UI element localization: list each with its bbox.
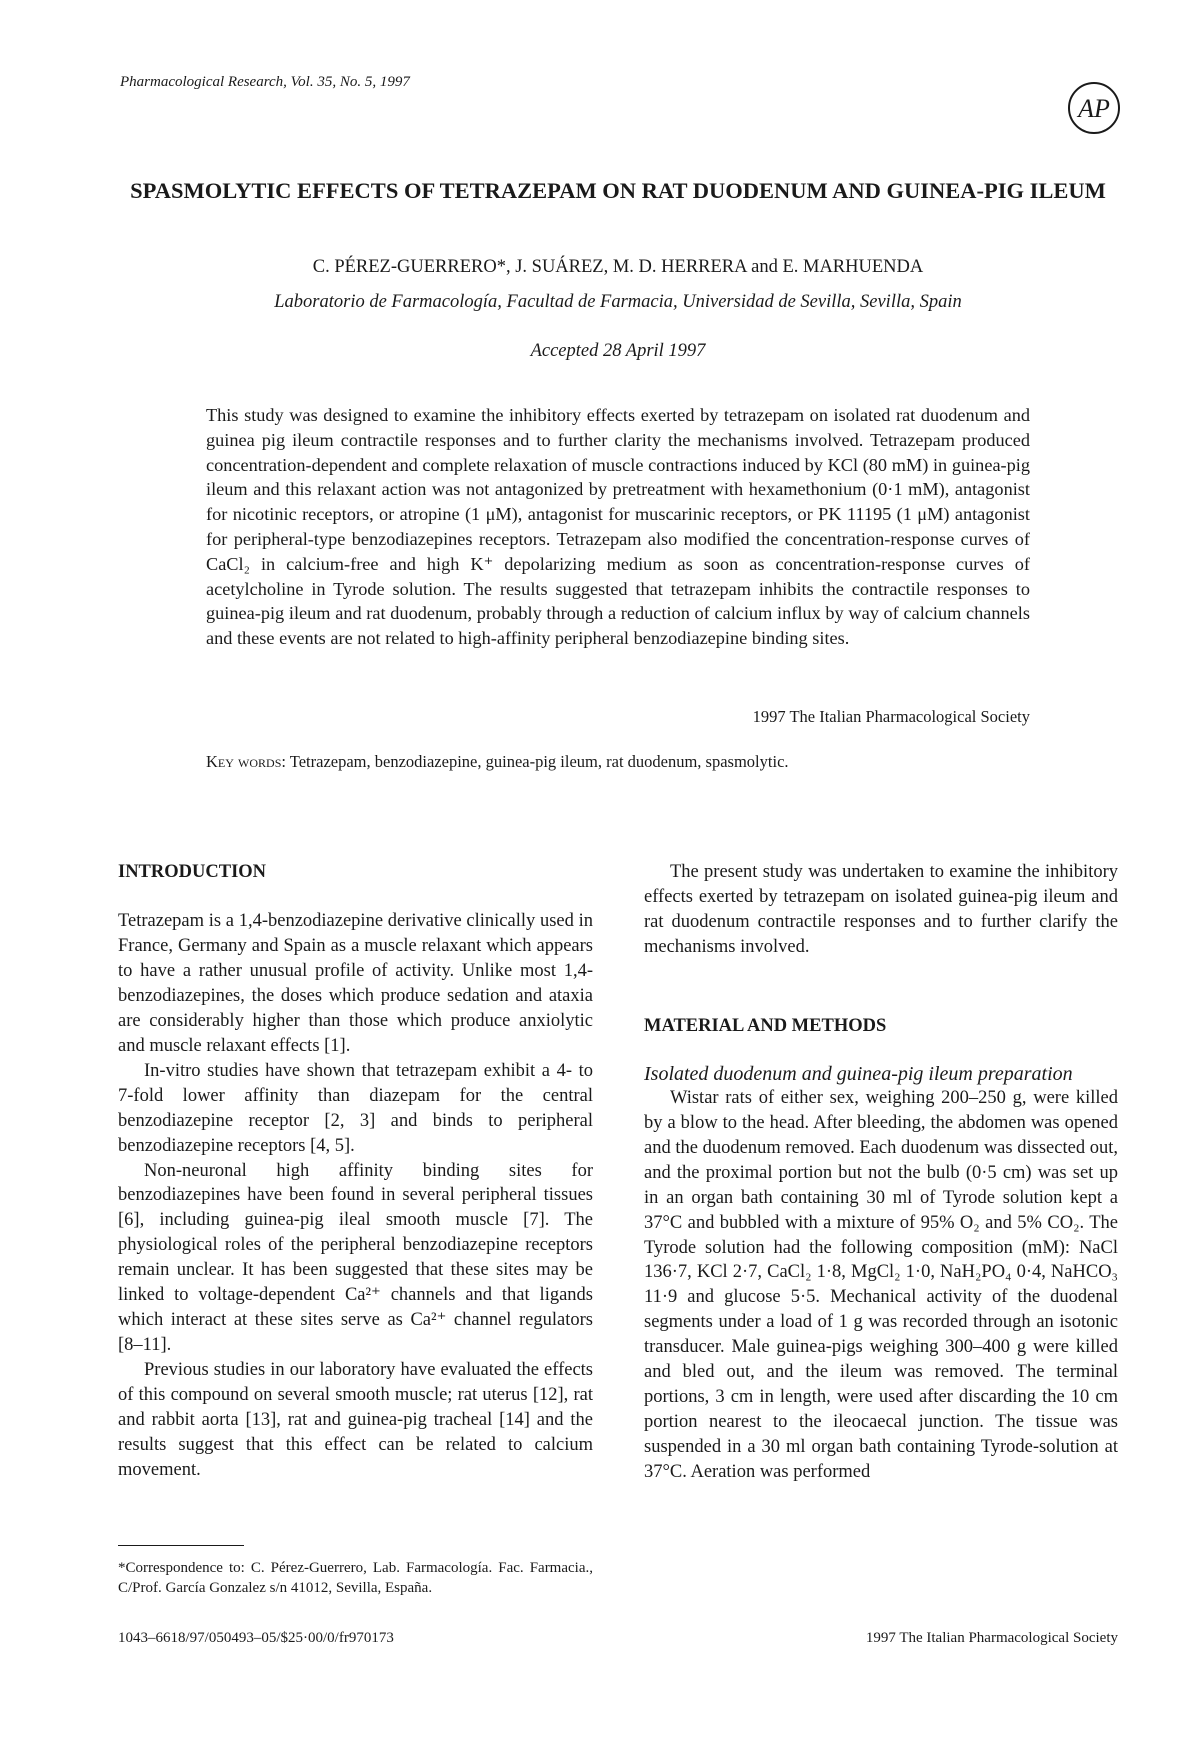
- section-heading-methods: MATERIAL AND METHODS: [644, 1015, 887, 1036]
- intro-paragraph-5: The present study was undertaken to examine the inhibitory effects exerted by tetrazepam on isolated guinea-pig ileum and rat duodenum contractile responses and to further clarify the mechanisms involved.: [644, 862, 1118, 957]
- journal-citation: Pharmacological Research, Vol. 35, No. 5, 1997: [120, 74, 410, 90]
- keywords: [206, 752, 1106, 772]
- affiliation: Laboratorio de Farmacología, Facultad de Farmacia, Universidad de Sevilla, Sevilla, Spain: [274, 292, 962, 312]
- logo-text: AP: [1078, 94, 1110, 123]
- footnote-divider: [118, 1545, 244, 1546]
- correspondence-footnote: *Correspondence to: C. Pérez-Guerrero, Lab. Farmacología. Fac. Farmacia., C/Prof. García Gonzalez s/n 41012, Sevilla, España.: [118, 1560, 593, 1596]
- accepted-date: Accepted 28 April 1997: [530, 341, 706, 361]
- footer-doi: 1043–6618/97/050493–05/$25·00/0/fr970173: [118, 1630, 394, 1646]
- methods-paragraph-1: Wistar rats of either sex, weighing 200–250 g, were killed by a blow to the head. After bleeding, the abdomen was opened and the duodenum removed. Each duodenum was dissected out, and the proximal portion but not the bulb (0·5 cm) was set up in an organ bath containing 30 ml of Tyrode solution kept a 37°C and bubbled with a mixture of 95% O₂ and 5% CO₂. The Tyrode solution had the following composition (mM): NaCl 136·7, KCl 2·7, CaCl₂ 1·8, MgCl₂ 1·0, NaH₂PO₄ 0·4, NaHCO₃ 11·9 and glucose 5·5. Mechanical activity of the duodenal segments under a load of 1 g was recorded through an isotonic transducer. Male guinea-pigs weighing 300–400 g were killed and bled out, and the ileum was removed. The terminal portions, 3 cm in length, were used after discarding the 10 cm portion nearest to the ileocaecal junction. The tissue was suspended in a 30 ml organ bath containing Tyrode-solution at 37°C. Aeration was performed: [644, 1087, 1118, 1483]
- section-heading-introduction: INTRODUCTION: [118, 862, 267, 882]
- intro-paragraph-2: In-vitro studies have shown that tetrazepam exhibit a 4- to 7-fold lower affinity than diazepam for the central benzodiazepine receptor [2, 3] and binds to peripheral benzodiazepine receptors [4, 5].: [118, 1060, 593, 1156]
- abstract-copyright: 1997 The Italian Pharmacological Society: [752, 707, 1030, 726]
- right-column: [644, 860, 1118, 1485]
- article-title: SPASMOLYTIC EFFECTS OF TETRAZEPAM ON RAT DUODENUM AND GUINEA-PIG ILEUM: [130, 178, 1106, 203]
- abstract: This study was designed to examine the inhibitory effects exerted by tetrazepam on isolated rat duodenum and guinea pig ileum contractile responses and to further clarity the mechanisms involved. Tetrazepam produced concentration-dependent and complete relaxation of muscle contractions induced by KCl (80 mM) in guinea-pig ileum and this relaxant action was not antagonized by pretreatment with hexamethonium (0·1 mM), antagonist for nicotinic receptors, or atropine (1 μM), antagonist for muscarinic receptors, or PK 11195 (1 μM) antagonist for peripheral-type benzodiazepines receptors. Tetrazepam also modified the concentration-response curves of CaCl₂ in calcium-free and high K⁺ depolarizing medium as soon as concentration-response curves of acetylcholine in Tyrode solution. The results suggested that tetrazepam inhibits the contractile responses to guinea-pig ileum and rat duodenum, probably through a reduction of calcium influx by way of calcium channels and these events are not related to high-affinity peripheral benzodiazepine binding sites.: [206, 405, 1030, 649]
- intro-paragraph-1: Tetrazepam is a 1,4-benzodiazepine derivative clinically used in France, Germany and Spain as a muscle relaxant which appears to have a rather unusual profile of activity. Unlike most 1,4-benzodiazepines, the doses which produce sedation and ataxia are considerably higher than those which produce anxiolytic and muscle relaxant effects [1].: [118, 911, 593, 1056]
- author-list: C. PÉREZ-GUERRERO*, J. SUÁREZ, M. D. HERRERA and E. MARHUENDA: [312, 257, 924, 277]
- footer-copyright: 1997 The Italian Pharmacological Society: [865, 1630, 1118, 1646]
- publisher-logo: [1066, 80, 1122, 136]
- intro-paragraph-3: Non-neuronal high affinity binding sites for benzodiazepines have been found in several peripheral tissues [6], including guinea-pig ileal smooth muscle [7]. The physiological roles of the peripheral benzodiazepine receptors remain unclear. It has been suggested that these sites may be linked to voltage-dependent Ca²⁺ channels and that ligands which interact at these sites serve as Ca²⁺ channel regulators [8–11].: [118, 1160, 593, 1356]
- subsection-heading-preparation: Isolated duodenum and guinea-pig ileum preparation: [644, 1062, 1073, 1085]
- left-column: [118, 860, 593, 1483]
- keywords-text: Tetrazepam, benzodiazepine, guinea-pig ileum, rat duodenum, spasmolytic.: [289, 752, 789, 771]
- keywords-label: Key words:: [206, 752, 286, 771]
- intro-paragraph-4: Previous studies in our laboratory have evaluated the effects of this compound on several smooth muscle; rat uterus [12], rat and rabbit aorta [13], rat and guinea-pig tracheal [14] and the results suggest that this effect can be related to calcium movement.: [118, 1360, 593, 1480]
